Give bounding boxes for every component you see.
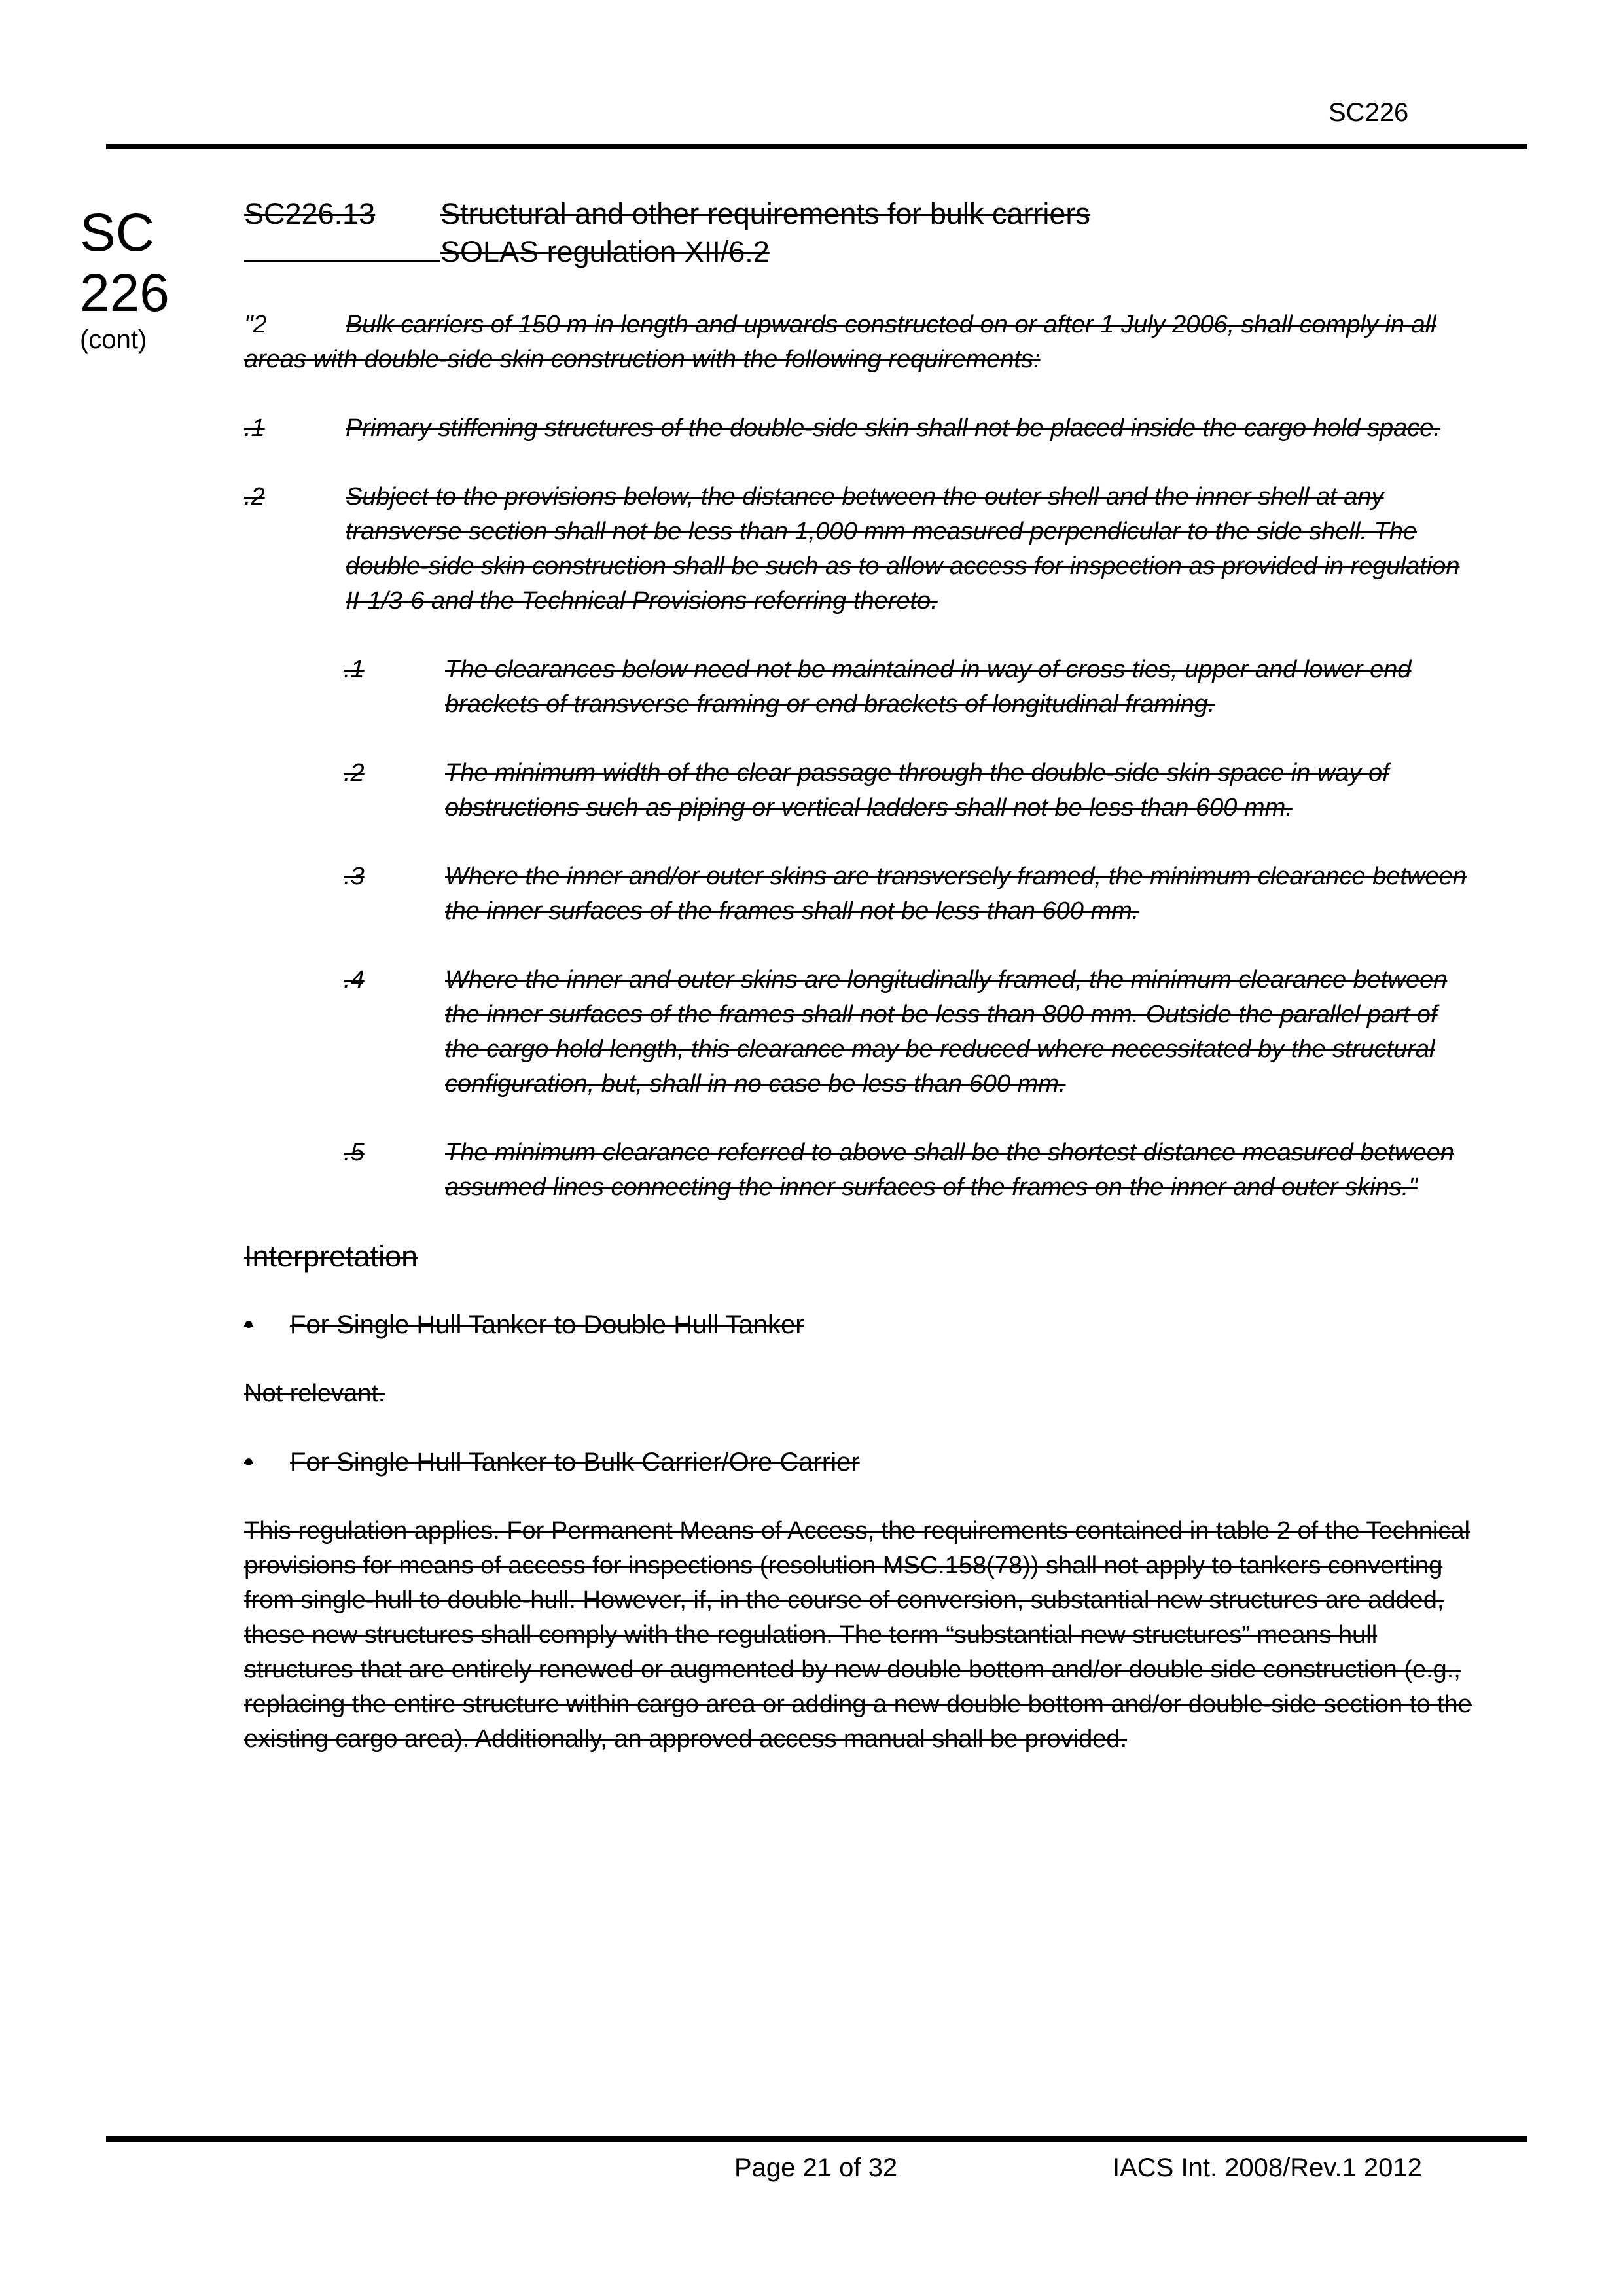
side-label-line2: 226	[80, 263, 169, 323]
subtitle-leader	[244, 240, 440, 262]
interpretation-heading: Interpretation	[244, 1240, 418, 1273]
bullet-icon: •	[244, 1448, 254, 1477]
regulation-item: .1 Primary stiffening structures of the double-side skin shall not be placed inside the cargo hold space.	[244, 414, 1440, 442]
document-code: SC226	[1329, 98, 1409, 127]
interpretation-text: This regulation applies. For Permanent Means of Access, the requirements contained in table 2 of the Technical provisions for means of access for inspections (resolution MSC.158(78)) shall not apply to tankers converting from single-hull to double-hull. However, if, in the course of conversion, substantial new structures are added, these new structures shall comply with the regulation. The term “substantial new structures” means hull structures that are entirely renewed or augmented by new double bottom and/or double side construction (e.g., replacing the entire structure within cargo area or adding a new double bottom and/or double-side section to the existing cargo area). Additionally, an approved access manual shall be provided.	[244, 1517, 1472, 1753]
interpretation-bullet: • For Single Hull Tanker to Double Hull Tanker	[244, 1308, 1474, 1342]
section-subtitle: SOLAS regulation XII/6.2	[440, 235, 770, 268]
regulation-item: .2 Subject to the provisions below, the distance between the outer shell and the inner shell at any transverse section shall not be less than 1,000 mm measured perpendicular to the side shell. The double-side skin construction shall be such as to allow access for inspection as provided in regulation II-1/3-6 and the Technical Provisions referring thereto.	[244, 483, 1460, 615]
document-body	[244, 195, 1474, 1757]
interpretation-text: Not relevant.	[244, 1380, 385, 1407]
regulation-subitem: .1 The clearances below need not be maintained in way of cross ties, upper and lower end brackets of transverse framing or end brackets of longitudinal framing.	[344, 656, 1412, 718]
regulation-subitem: .5 The minimum clearance referred to above shall be the shortest distance measured between assumed lines connecting the inner surfaces of the frames on the inner and outer skins."	[344, 1139, 1454, 1201]
regulation-subitem: .4 Where the inner and outer skins are longitudinally framed, the minimum clearance between the inner surfaces of the frames shall not be less than 800 mm. Outside the parallel part of the cargo hold length, this clearance may be reduced where necessitated by the structural configuration, but, shall in no case be less than 600 mm.	[344, 966, 1448, 1098]
regulation-intro-text: Bulk carriers of 150 m in length and upwards constructed on or after 1 July 2006, shall comply in all areas with double-side skin construction with the following requirements:	[244, 311, 1436, 373]
regulation-intro	[244, 308, 1474, 377]
footer-rule	[106, 2136, 1527, 2142]
bullet-icon: •	[244, 1310, 254, 1339]
section-number: SC226.13	[244, 197, 376, 230]
side-label-line1: SC	[80, 203, 154, 262]
side-label-line3: (cont)	[80, 325, 147, 354]
regulation-subitem: .3 Where the inner and/or outer skins are transversely framed, the minimum clearance between the inner surfaces of the frames shall not be less than 600 mm.	[344, 863, 1467, 925]
header-rule	[106, 144, 1527, 149]
section-subtitle-row	[244, 233, 1474, 271]
regulation-intro-number: "2	[244, 311, 267, 338]
page-number: Page 21 of 32	[734, 2153, 898, 2182]
section-title	[244, 195, 1474, 233]
section-title-text: Structural and other requirements for bulk carriers	[440, 197, 1090, 230]
revision-label: IACS Int. 2008/Rev.1 2012	[1113, 2153, 1422, 2182]
side-label	[80, 203, 169, 354]
regulation-subitem: .2 The minimum width of the clear passage through the double-side skin space in way of obstructions such as piping or vertical ladders shall not be less than 600 mm.	[344, 759, 1389, 821]
interpretation-bullet: • For Single Hull Tanker to Bulk Carrier/Ore Carrier	[244, 1445, 1474, 1480]
